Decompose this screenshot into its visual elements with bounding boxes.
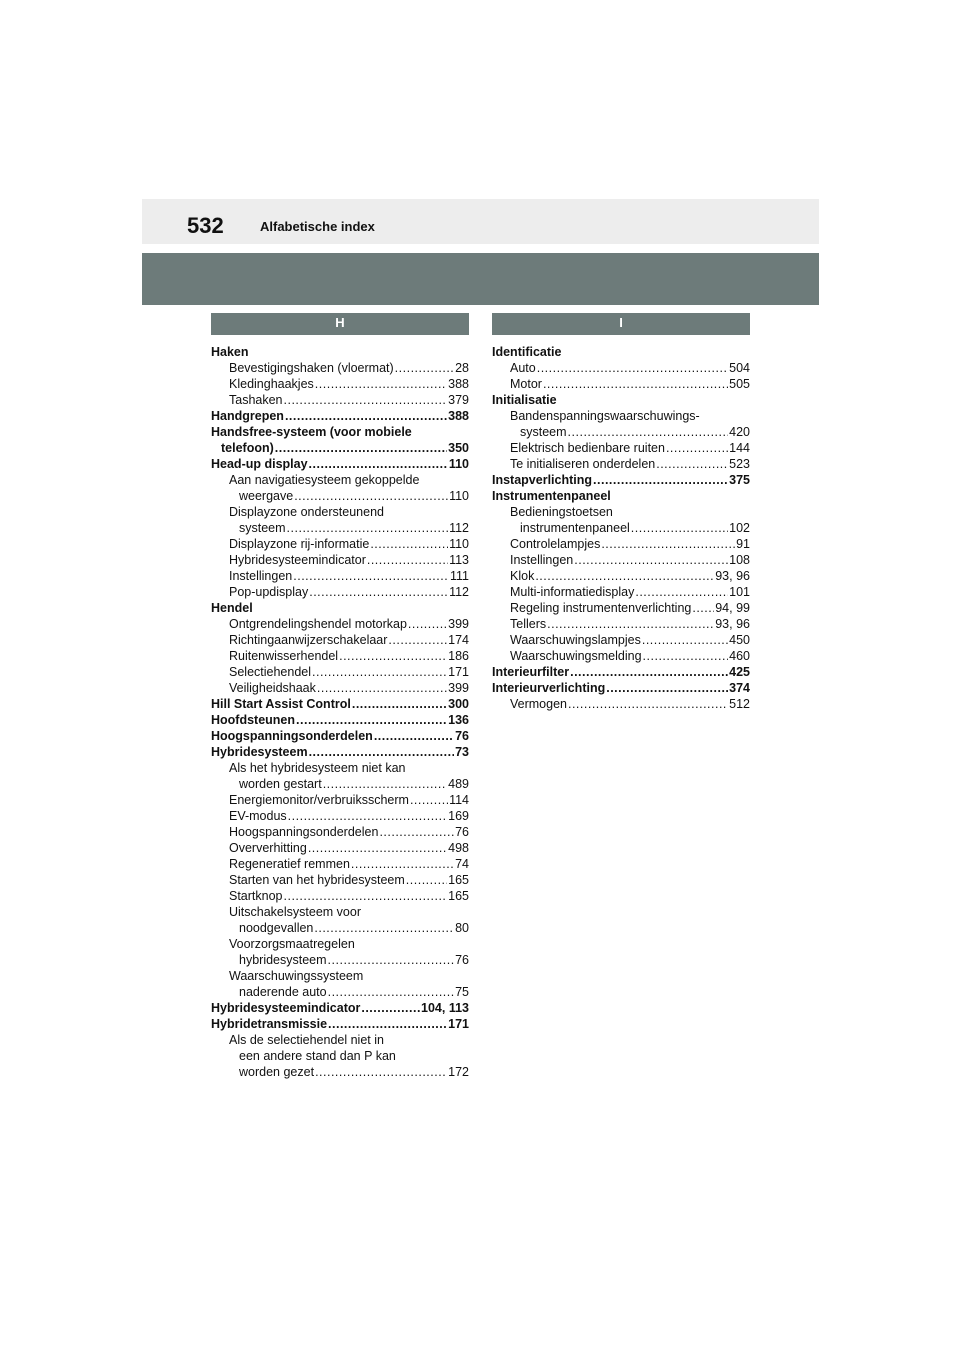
index-entry — [211, 1016, 469, 1032]
index-entry — [492, 472, 750, 488]
entry-term: Waarschuwingslampjes — [510, 633, 641, 647]
entry-page: 165 — [448, 889, 469, 903]
dot-leader — [593, 472, 728, 488]
index-entry — [211, 488, 469, 504]
entry-term: Hendel — [211, 601, 253, 615]
entry-term: worden gestart — [239, 777, 322, 791]
entry-term: Bevestigingshaken (vloermat) — [229, 361, 394, 375]
entry-term: Uitschakelsysteem voor — [229, 905, 361, 919]
index-entry — [211, 408, 469, 424]
entry-page: 420 — [729, 425, 750, 439]
index-entry — [211, 808, 469, 824]
index-entry — [211, 440, 469, 456]
dot-leader — [308, 840, 447, 856]
entry-term: Hybridesysteemindicator — [229, 553, 366, 567]
dot-leader — [284, 888, 448, 904]
dot-leader — [543, 376, 728, 392]
dot-leader — [275, 440, 447, 456]
index-entry — [211, 600, 469, 616]
dot-leader — [535, 568, 714, 584]
dot-leader — [692, 600, 714, 616]
entry-page: 523 — [729, 457, 750, 471]
index-entries-h — [211, 344, 469, 1080]
index-entry — [492, 680, 750, 696]
entry-term: Hoofdsteunen — [211, 713, 296, 727]
dot-leader — [315, 1064, 447, 1080]
entry-term: Kledinghaakjes — [229, 377, 314, 391]
entry-term: Voorzorgsmaatregelen — [229, 937, 355, 951]
dot-leader — [296, 712, 447, 728]
index-entry — [211, 840, 469, 856]
entry-term: naderende auto — [239, 985, 327, 999]
index-entry — [492, 536, 750, 552]
dot-leader — [388, 632, 447, 648]
entry-term: Haken — [211, 345, 249, 359]
index-entry — [492, 456, 750, 472]
dot-leader — [288, 808, 447, 824]
entry-term: Waarschuwingssysteem — [229, 969, 364, 983]
index-entry — [211, 520, 469, 536]
entry-term: telefoon) — [221, 441, 274, 455]
entry-term: Motor — [510, 377, 542, 391]
entry-term: Hill Start Assist Control — [211, 697, 351, 711]
entry-term: instrumentenpaneel — [520, 521, 630, 535]
entry-term: Instellingen — [510, 553, 574, 567]
entry-term: Instapverlichting — [492, 473, 593, 487]
entry-page: 504 — [729, 361, 750, 375]
entry-term: Te initialiseren onderdelen — [510, 457, 656, 471]
entry-term: Selectiehendel — [229, 665, 312, 679]
dot-leader — [314, 920, 454, 936]
dot-leader — [361, 1000, 420, 1016]
dot-leader — [601, 536, 735, 552]
index-entry — [211, 744, 469, 760]
entry-page: 93, 96 — [715, 569, 750, 583]
entry-term: Identificatie — [492, 345, 562, 359]
entry-page: 111 — [449, 569, 469, 583]
entry-page: 104, 113 — [421, 1001, 469, 1015]
index-entry — [211, 472, 469, 488]
dot-leader — [309, 584, 448, 600]
index-entry — [211, 552, 469, 568]
index-entry — [211, 536, 469, 552]
index-entry — [211, 776, 469, 792]
index-entry — [492, 584, 750, 600]
entry-term: Initialisatie — [492, 393, 557, 407]
dot-leader — [570, 664, 728, 680]
index-entry — [211, 1000, 469, 1016]
entry-page: 110 — [448, 457, 469, 471]
entry-term: Hoogspanningsonderdelen — [229, 825, 379, 839]
index-entry — [211, 1048, 469, 1064]
entry-term: Instrumentenpaneel — [492, 489, 611, 503]
dot-leader — [568, 696, 728, 712]
entry-page: 113 — [449, 553, 469, 567]
index-entries-i — [492, 344, 750, 712]
index-entry — [211, 344, 469, 360]
index-entry — [211, 648, 469, 664]
dot-leader — [285, 408, 447, 424]
dot-leader — [408, 616, 447, 632]
entry-page: 171 — [448, 1017, 469, 1031]
entry-page: 450 — [729, 633, 750, 647]
index-entry — [211, 632, 469, 648]
index-entry — [211, 920, 469, 936]
entry-term: Displayzone ondersteunend — [229, 505, 384, 519]
dot-leader — [547, 616, 714, 632]
entry-term: Bedieningstoetsen — [510, 505, 613, 519]
index-entry — [492, 488, 750, 504]
dot-leader — [379, 824, 454, 840]
index-entry — [211, 968, 469, 984]
entry-page: 399 — [448, 617, 469, 631]
chapter-title: Alfabetische index — [260, 219, 375, 234]
index-entry — [492, 648, 750, 664]
index-entry — [211, 1032, 469, 1048]
entry-term: Instellingen — [229, 569, 293, 583]
entry-term: een andere stand dan P kan — [239, 1049, 396, 1063]
index-entry — [492, 520, 750, 536]
index-entry — [492, 696, 750, 712]
index-entry — [492, 376, 750, 392]
dot-leader — [323, 776, 447, 792]
index-entry — [492, 408, 750, 424]
entry-page: 350 — [448, 441, 469, 455]
entry-page: 505 — [729, 377, 750, 391]
entry-page: 74 — [455, 857, 469, 871]
entry-term: weergave — [239, 489, 294, 503]
dot-leader — [312, 664, 447, 680]
entry-page: 102 — [729, 521, 750, 535]
entry-term: Tashaken — [229, 393, 283, 407]
dot-leader — [287, 520, 449, 536]
entry-term: Starten van het hybridesysteem — [229, 873, 405, 887]
dot-leader — [635, 584, 728, 600]
dot-leader — [315, 376, 447, 392]
dot-leader — [374, 728, 454, 744]
dot-leader — [284, 392, 448, 408]
index-entry — [492, 440, 750, 456]
index-entry — [211, 952, 469, 968]
index-entry — [211, 872, 469, 888]
entry-term: Elektrisch bedienbare ruiten — [510, 441, 665, 455]
entry-page: 172 — [448, 1065, 469, 1079]
entry-page: 110 — [449, 537, 469, 551]
dot-leader — [328, 984, 455, 1000]
index-column-h — [211, 313, 469, 1080]
entry-term: noodgevallen — [239, 921, 314, 935]
entry-page: 374 — [729, 681, 750, 695]
section-header-i: I — [492, 313, 750, 335]
index-entry — [211, 584, 469, 600]
entry-term: Displayzone rij-informatie — [229, 537, 370, 551]
index-entry — [211, 904, 469, 920]
index-entry — [492, 632, 750, 648]
entry-term: Waarschuwingsmelding — [510, 649, 642, 663]
index-entry — [211, 680, 469, 696]
entry-page: 91 — [736, 537, 750, 551]
entry-page: 144 — [729, 441, 750, 455]
dot-leader — [351, 856, 454, 872]
entry-term: Interieurfilter — [492, 665, 570, 679]
index-entry — [492, 600, 750, 616]
entry-page: 80 — [455, 921, 469, 935]
entry-term: Interieurverlichting — [492, 681, 606, 695]
entry-term: Multi-informatiedisplay — [510, 585, 635, 599]
dot-leader — [666, 440, 728, 456]
entry-term: Als het hybridesysteem niet kan — [229, 761, 406, 775]
entry-page: 114 — [449, 793, 469, 807]
entry-page: 101 — [729, 585, 750, 599]
index-entry — [211, 360, 469, 376]
entry-page: 73 — [455, 745, 469, 759]
entry-term: Controlelampjes — [510, 537, 601, 551]
entry-page: 399 — [448, 681, 469, 695]
header-band — [142, 199, 819, 244]
index-entry — [492, 424, 750, 440]
index-entry — [211, 456, 469, 472]
entry-term: Hybridetransmissie — [211, 1017, 328, 1031]
entry-term: Regeling instrumentenverlichting — [510, 601, 692, 615]
entry-page: 76 — [455, 825, 469, 839]
entry-term: Klok — [510, 569, 535, 583]
index-entry — [211, 616, 469, 632]
entry-term: Ruitenwisserhendel — [229, 649, 339, 663]
entry-term: Hybridesysteemindicator — [211, 1001, 361, 1015]
entry-term: EV-modus — [229, 809, 287, 823]
dot-leader — [352, 696, 447, 712]
entry-term: systeem — [520, 425, 567, 439]
entry-term: Bandenspanningswaarschuwings- — [510, 409, 700, 423]
entry-term: Head-up display — [211, 457, 308, 471]
index-entry — [492, 552, 750, 568]
index-entry — [211, 1064, 469, 1080]
entry-term: Energiemonitor/verbruiksscherm — [229, 793, 409, 807]
entry-term: Richtingaanwijzerschakelaar — [229, 633, 388, 647]
entry-term: Startknop — [229, 889, 283, 903]
entry-term: Hybridesysteem — [211, 745, 308, 759]
index-entry — [211, 856, 469, 872]
entry-term: Ontgrendelingshendel motorkap — [229, 617, 407, 631]
page-number: 532 — [187, 213, 224, 238]
entry-page: 300 — [448, 697, 469, 711]
dot-leader — [367, 552, 448, 568]
dot-leader — [309, 744, 455, 760]
entry-term: Vermogen — [510, 697, 567, 711]
entry-page: 489 — [448, 777, 469, 791]
entry-page: 425 — [729, 665, 750, 679]
entry-page: 136 — [448, 713, 469, 727]
entry-page: 174 — [448, 633, 469, 647]
entry-page: 76 — [455, 729, 469, 743]
dot-leader — [317, 680, 447, 696]
entry-page: 93, 96 — [715, 617, 750, 631]
entry-page: 165 — [448, 873, 469, 887]
entry-page: 388 — [448, 377, 469, 391]
entry-term: Regeneratief remmen — [229, 857, 350, 871]
index-entry — [211, 888, 469, 904]
entry-term: hybridesysteem — [239, 953, 327, 967]
dot-leader — [631, 520, 728, 536]
index-entry — [211, 824, 469, 840]
entry-page: 110 — [449, 489, 469, 503]
index-entry — [211, 424, 469, 440]
entry-term: Aan navigatiesysteem gekoppelde — [229, 473, 420, 487]
index-entry — [492, 616, 750, 632]
dot-leader — [568, 424, 729, 440]
index-entry — [211, 728, 469, 744]
index-entry — [492, 360, 750, 376]
index-entry — [211, 376, 469, 392]
section-header-h: H — [211, 313, 469, 335]
entry-page: 94, 99 — [715, 601, 750, 615]
entry-page: 171 — [448, 665, 469, 679]
entry-page: 75 — [455, 985, 469, 999]
entry-page: 112 — [449, 521, 469, 535]
dot-leader — [328, 1016, 447, 1032]
index-entry — [211, 696, 469, 712]
index-entry — [211, 712, 469, 728]
dot-leader — [395, 360, 454, 376]
dot-leader — [606, 680, 728, 696]
index-entry — [492, 568, 750, 584]
entry-term: Handgrepen — [211, 409, 284, 423]
entry-page: 512 — [729, 697, 750, 711]
index-entry — [211, 392, 469, 408]
index-entry — [211, 664, 469, 680]
dot-leader — [643, 648, 729, 664]
entry-page: 108 — [729, 553, 750, 567]
index-entry — [211, 760, 469, 776]
dot-leader — [574, 552, 728, 568]
index-entry — [211, 504, 469, 520]
dot-leader — [537, 360, 728, 376]
entry-term: Veiligheidshaak — [229, 681, 316, 695]
section-banner — [142, 253, 819, 305]
dot-leader — [656, 456, 728, 472]
dot-leader — [339, 648, 447, 664]
entry-term: Oververhitting — [229, 841, 307, 855]
entry-term: Hoogspanningsonderdelen — [211, 729, 373, 743]
entry-term: Als de selectiehendel niet in — [229, 1033, 384, 1047]
entry-term: systeem — [239, 521, 286, 535]
index-entry — [211, 792, 469, 808]
dot-leader — [370, 536, 448, 552]
entry-page: 379 — [448, 393, 469, 407]
dot-leader — [309, 456, 448, 472]
entry-page: 186 — [448, 649, 469, 663]
index-entry — [492, 344, 750, 360]
index-entry — [492, 504, 750, 520]
dot-leader — [406, 872, 447, 888]
entry-page: 76 — [455, 953, 469, 967]
entry-term: Handsfree-systeem (voor mobiele — [211, 425, 412, 439]
entry-term: Auto — [510, 361, 536, 375]
index-entry — [492, 664, 750, 680]
entry-page: 460 — [729, 649, 750, 663]
index-entry — [492, 392, 750, 408]
dot-leader — [293, 568, 449, 584]
dot-leader — [294, 488, 448, 504]
entry-term: worden gezet — [239, 1065, 315, 1079]
entry-page: 498 — [448, 841, 469, 855]
index-entry — [211, 936, 469, 952]
entry-page: 388 — [448, 409, 469, 423]
index-entry — [211, 568, 469, 584]
dot-leader — [410, 792, 448, 808]
dot-leader — [642, 632, 728, 648]
entry-page: 28 — [455, 361, 469, 375]
entry-page: 375 — [729, 473, 750, 487]
entry-term: Pop-updisplay — [229, 585, 309, 599]
entry-page: 169 — [448, 809, 469, 823]
index-entry — [211, 984, 469, 1000]
entry-term: Tellers — [510, 617, 547, 631]
dot-leader — [328, 952, 455, 968]
entry-page: 112 — [449, 585, 469, 599]
index-column-i — [492, 313, 750, 712]
